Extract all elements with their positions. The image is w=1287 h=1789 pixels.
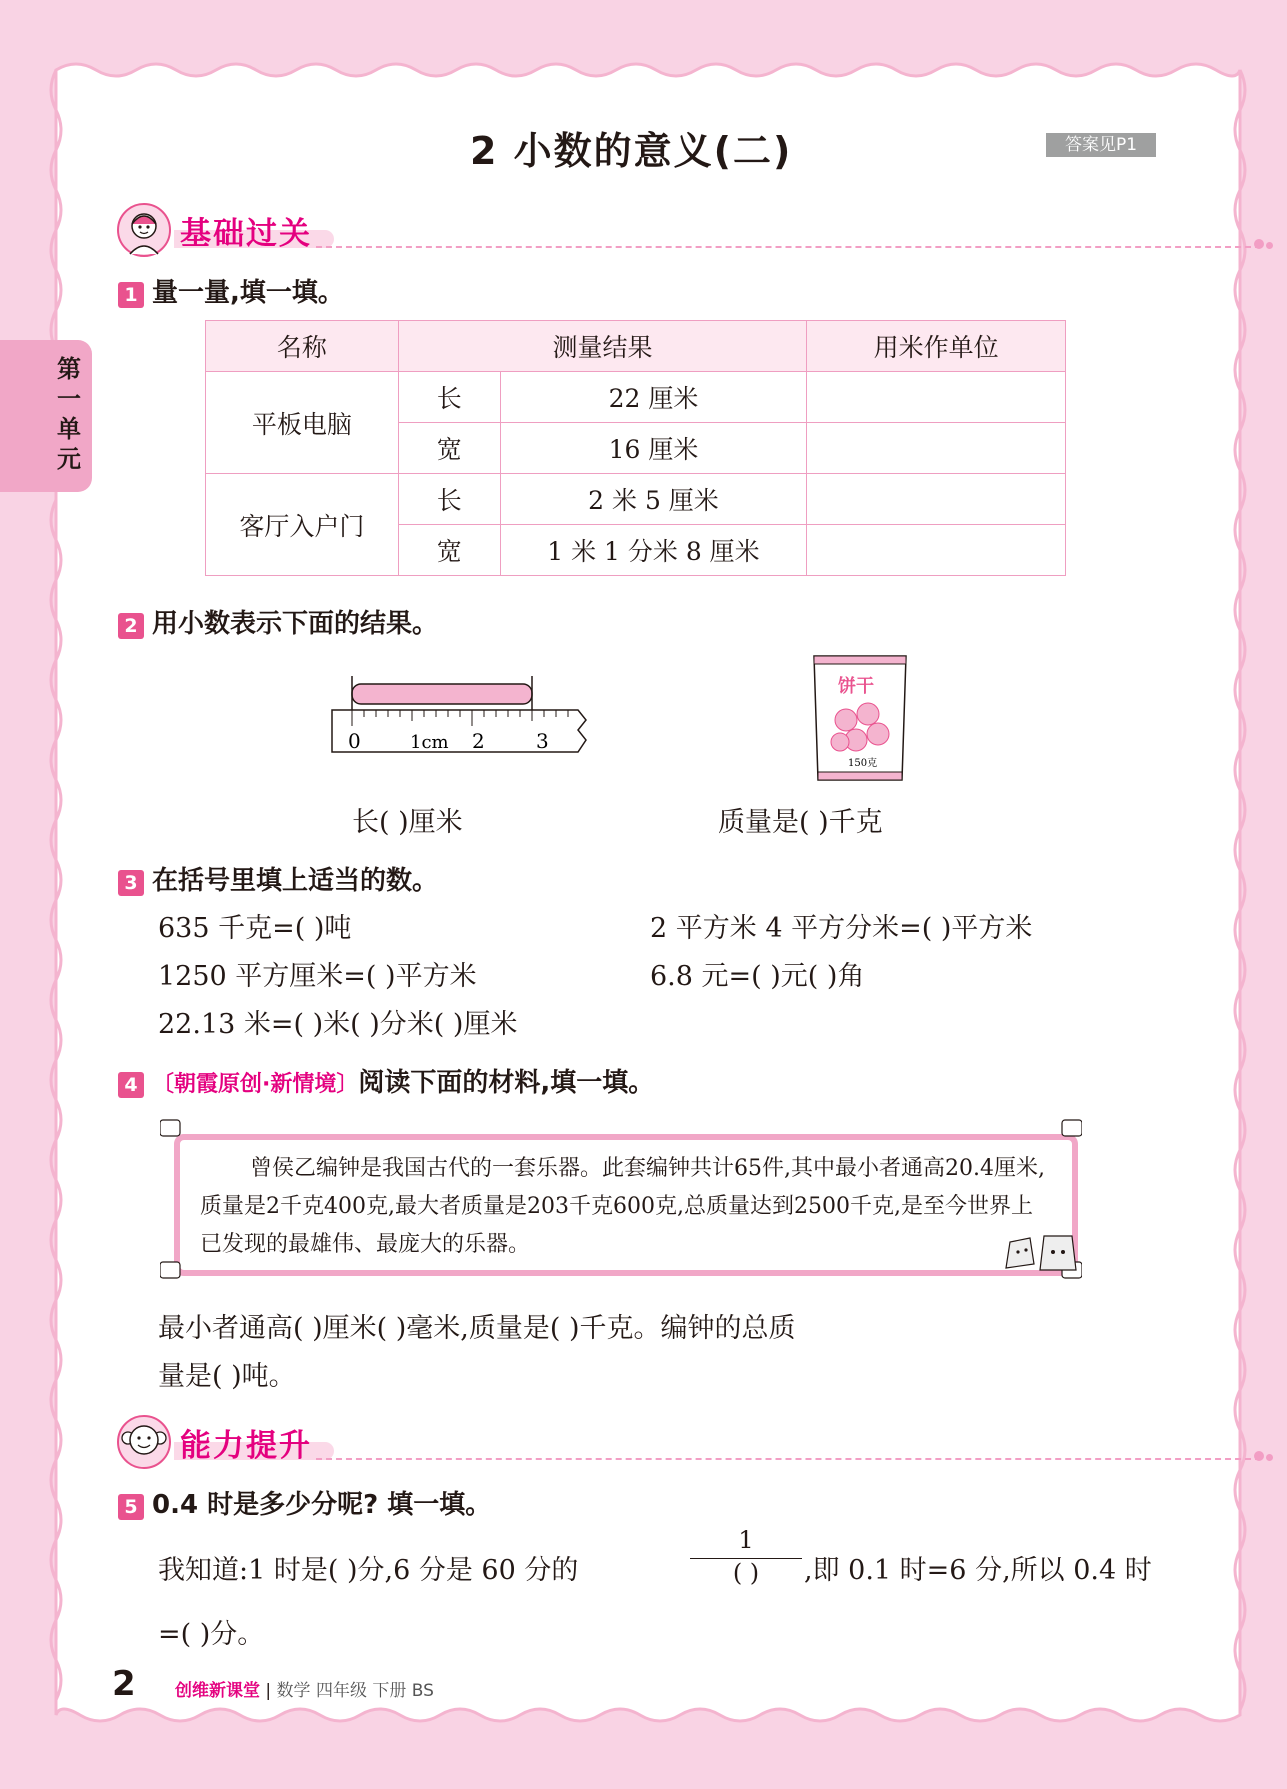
- reading-passage: 曾侯乙编钟是我国古代的一套乐器。此套编钟共计65件,其中最小者通高20.4厘米,质量是2千克400克,最大者质量是203千克600克,总质量达到2500千克,是至今世界上已发现的最雄伟、最庞大的乐器。: [200, 1156, 1045, 1257]
- footer-brand: 创维新课堂: [175, 1681, 260, 1701]
- table-header-row: [206, 321, 1066, 372]
- table-row: [206, 474, 1066, 525]
- fraction-numerator: 1: [738, 1526, 754, 1554]
- table-row: [206, 372, 1066, 423]
- question-text: 在括号里填上适当的数。: [152, 866, 439, 896]
- passage-fill-line: 量是( )吨。: [158, 1361, 296, 1392]
- unit-tab: [0, 340, 92, 492]
- question-text: 0.4 时是多少分呢? 填一填。: [152, 1490, 492, 1520]
- section-title-basic: 基础过关: [180, 216, 312, 252]
- monkey-avatar-icon: [116, 1414, 172, 1470]
- question-number: 5: [118, 1494, 144, 1520]
- fill-line: 635 千克=( )吨: [158, 913, 352, 944]
- fill-line: 6.8 元=( )元( )角: [650, 961, 865, 992]
- table-cell-dim: 宽: [398, 525, 500, 576]
- length-caption: 长( )厘米: [352, 807, 463, 838]
- table-header: 测量结果: [398, 321, 807, 372]
- table-cell-value: 16 厘米: [500, 423, 807, 474]
- mass-caption: 质量是( )千克: [718, 807, 883, 838]
- ruler-label: 3: [536, 729, 549, 753]
- footer-subject: 数学 四年级 下册 BS: [276, 1681, 434, 1701]
- question-text: 量一量,填一填。: [152, 278, 344, 308]
- page-number: 2: [112, 1664, 136, 1704]
- fraction-denominator[interactable]: ( ): [732, 1559, 760, 1587]
- question-tag: 〔朝霞原创·新情境〕: [152, 1072, 359, 1097]
- answer-cell[interactable]: [807, 423, 1066, 474]
- measurement-table: [205, 320, 1066, 576]
- biscuit-label: 饼干: [838, 676, 874, 697]
- table-cell-name: 客厅入户门: [206, 474, 399, 576]
- ruler-label: 0: [348, 729, 361, 753]
- question-1-prompt: [118, 272, 344, 309]
- dashed-divider: [316, 1458, 1261, 1460]
- question-number: 1: [118, 282, 144, 308]
- lesson-title: 2 小数的意义(二): [470, 129, 793, 173]
- table-cell-dim: 长: [398, 372, 500, 423]
- table-cell-value: 1 米 1 分米 8 厘米: [500, 525, 807, 576]
- question-5-prompt: [118, 1484, 491, 1521]
- ruler-label: 2: [472, 729, 485, 753]
- question-3-prompt: [118, 860, 438, 897]
- answer-reference-badge: 答案见P1: [1046, 133, 1156, 157]
- question-2-prompt: [118, 603, 438, 640]
- q5-line-2: =( )分。: [158, 1619, 265, 1650]
- table-header: 名称: [206, 321, 399, 372]
- ruler-label: 1cm: [410, 732, 449, 753]
- table-cell-value: 22 厘米: [500, 372, 807, 423]
- reading-passage-box: [160, 1118, 1082, 1280]
- answer-cell[interactable]: [807, 474, 1066, 525]
- girl-avatar-icon: [116, 202, 172, 258]
- biscuit-weight: 150克: [848, 758, 878, 769]
- section-header-advanced: [116, 1414, 1276, 1470]
- unit-tab-label: 第一单元: [57, 355, 81, 473]
- q5-line-part-a: 我知道:1 时是( )分,6 分是 60 分的: [158, 1555, 579, 1586]
- question-number: 2: [118, 613, 144, 639]
- question-number: 3: [118, 870, 144, 896]
- table-cell-value: 2 米 5 厘米: [500, 474, 807, 525]
- question-number: 4: [118, 1072, 144, 1098]
- fraction: [690, 1526, 802, 1587]
- fill-line: 2 平方米 4 平方分米=( )平方米: [650, 913, 1033, 944]
- table-header: 用米作单位: [807, 321, 1066, 372]
- fill-line: 22.13 米=( )米( )分米( )厘米: [158, 1009, 518, 1040]
- q5-line-part-b: ,即 0.1 时=6 分,所以 0.4 时: [804, 1555, 1152, 1586]
- dashed-divider: [316, 246, 1261, 248]
- section-title-advanced: 能力提升: [180, 1428, 312, 1464]
- section-header-basic: [116, 202, 1276, 258]
- table-cell-dim: 宽: [398, 423, 500, 474]
- fill-line: 1250 平方厘米=( )平方米: [158, 961, 477, 992]
- answer-cell[interactable]: [807, 372, 1066, 423]
- table-cell-name: 平板电脑: [206, 372, 399, 474]
- question-text: 用小数表示下面的结果。: [152, 609, 439, 639]
- passage-fill-line: 最小者通高( )厘米( )毫米,质量是( )千克。编钟的总质: [158, 1313, 796, 1344]
- ruler-illustration: [330, 670, 590, 770]
- table-cell-dim: 长: [398, 474, 500, 525]
- question-text: 阅读下面的材料,填一填。: [358, 1068, 655, 1098]
- footer-info: 创维新课堂 | 数学 四年级 下册 BS: [175, 1681, 434, 1701]
- question-4-prompt: [118, 1062, 654, 1099]
- bell-mascot-icon: [1000, 1228, 1086, 1278]
- answer-cell[interactable]: [807, 525, 1066, 576]
- biscuit-bag-illustration: [808, 650, 912, 786]
